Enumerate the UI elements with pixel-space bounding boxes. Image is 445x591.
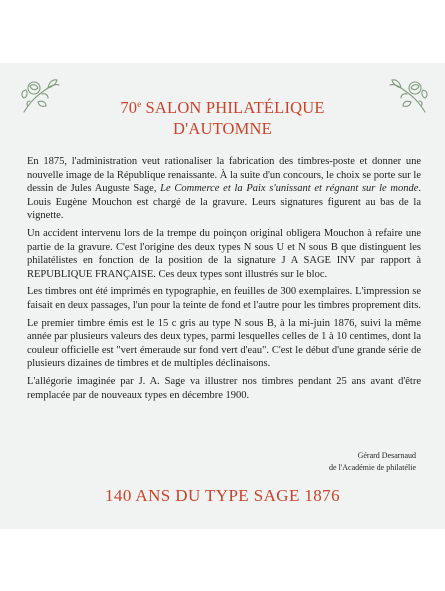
paragraph-5: L'allégorie imaginée par J. A. Sage va illustrer nos timbres pendant 25 ans avant d'être remplacée par de nouveaux types en décembre 1900. [27, 375, 421, 401]
title-number: 70 [120, 98, 138, 117]
paragraph-1-start: En 1875, l'administration veut rationaliser la fabrication des timbres-poste et donner une nouvelle image de la République renaissante. À la suite d'un concours, le choix se porte sur le dessin de Jules Auguste Sage, [27, 156, 421, 195]
paragraph-2: Un accident intervenu lors de la trempe du poinçon original obligera Mouchon à refaire une partie de la gravure. C'est l'origine des deux types N sous U et N sous B que distinguent les philatélistes en fonction de la position de la signature J A SAGE INV par rapport à REPUBLIQUE FRANÇAISE. Ces deux types sont illustrés sur le bloc. [27, 227, 421, 280]
author-affiliation: de l'Académie de philatélie [329, 463, 416, 472]
footer-title: 140 ANS DU TYPE SAGE 1876 [105, 486, 340, 505]
author-name: Gérard Desarnaud [357, 451, 416, 460]
paragraph-1 [27, 155, 421, 223]
article-body [27, 155, 421, 406]
title-line-2: D'AUTOMNE [173, 119, 272, 138]
author-signature [329, 450, 416, 474]
floral-corner-icon [387, 76, 431, 116]
commemorative-card [0, 63, 445, 529]
title-line-1 [60, 94, 385, 118]
floral-corner-icon [18, 76, 62, 116]
title-superscript: e [137, 99, 142, 109]
artwork-title: Le Commerce et la Paix s'unissant et régnant sur le monde [160, 183, 419, 195]
paragraph-4: Le premier timbre émis est le 15 c gris au type N sous B, à la mi-juin 1876, suivi la même année par plusieurs valeurs des deux types, parmi lesquelles celles de 1 à 10 centimes, dont la couleur officielle est "vert émeraude sur fond vert d'eau". C'est le début d'une grande série de plusieurs dizaines de timbres et de multiples déclinaisons. [27, 317, 421, 370]
paragraph-1-end: . Louis Eugène Mouchon est chargé de la gravure. Leurs signatures figurent au bas de la vignette. [27, 183, 422, 222]
paragraph-3: Les timbres ont été imprimés en typographie, en feuilles de 300 exemplaires. L'impression se faisait en deux passages, l'un pour la teinte de fond et l'autre pour les timbres proprement dits. [27, 286, 421, 311]
title-line-1-text: SALON PHILATÉLIQUE [141, 98, 325, 117]
page-title [60, 94, 385, 139]
